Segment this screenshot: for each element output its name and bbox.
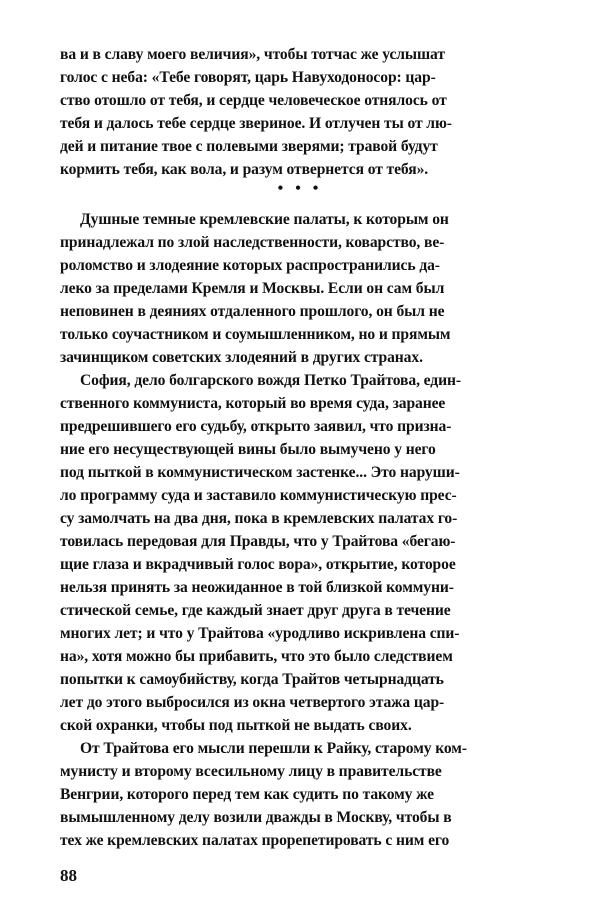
text-line: ло программу суда и заставило коммунистическую прес- bbox=[60, 487, 457, 504]
text-line: попытки к самоубийству, когда Трайтов четырнадцать bbox=[60, 671, 444, 688]
text-line: тех же кремлевских палатах прорепетировать с ним его bbox=[60, 832, 450, 849]
text-line: роломство и злодеяние которых распространились да- bbox=[60, 257, 440, 274]
text-line: под пыткой в коммунистическом застенке... Это наруши- bbox=[60, 464, 460, 481]
text-line: кормить тебя, как вола, и разум отвернется от тебя». bbox=[60, 161, 429, 178]
text-line: ской охранки, чтобы под пыткой не выдать своих. bbox=[60, 717, 412, 734]
page-number: 88 bbox=[60, 866, 77, 885]
text-line: лет до этого выбросился из окна четвертого этажа цар- bbox=[60, 694, 445, 711]
section-separator: • • • bbox=[277, 180, 323, 197]
text-line: стической семье, где каждый знает друг друга в течение bbox=[60, 602, 451, 619]
text-line: зачинщиком советских злодеяний в других странах. bbox=[60, 349, 423, 366]
text-line: су замолчать на два дня, пока в кремлевских палатах го- bbox=[60, 510, 458, 527]
text-line: только соучастником и соумышленником, но и прямым bbox=[60, 326, 451, 343]
text-line: мунисту и второму всесильному лицу в правительстве bbox=[60, 763, 442, 780]
text-line: тебя и далось тебе сердце звериное. И отлучен ты от лю- bbox=[60, 115, 452, 132]
text-line: нельзя принять за неожиданное в той близкой коммуни- bbox=[60, 579, 454, 596]
text-line: Венгрии, которого перед тем как судить по такому же bbox=[60, 786, 434, 803]
text-line: От Трайтова его мысли перешли к Райку, старому ком- bbox=[80, 740, 467, 757]
text-line: вымышленному делу возили дважды в Москву, чтобы в bbox=[60, 809, 452, 826]
text-line: Душные темные кремлевские палаты, к которым он bbox=[80, 211, 449, 228]
text-line: принадлежал по злой наследственности, коварство, ве- bbox=[60, 234, 445, 251]
text-line: София, дело болгарского вождя Петко Трайтова, един- bbox=[80, 372, 461, 389]
text-line: ство отошло от тебя, и сердце человеческое отнялось от bbox=[60, 92, 447, 109]
text-line: ственного коммуниста, который во время суда, заранее bbox=[60, 395, 446, 412]
text-line: многих лет; и что у Трайтова «уродливо искривлена спи- bbox=[60, 625, 460, 642]
text-line: щие глаза и вкрадчивый голос вора», открытие, которое bbox=[60, 556, 456, 573]
text-line: голос с неба: «Тебе говорят, царь Навуходоносор: цар- bbox=[60, 69, 436, 86]
text-line: неповинен в деяниях отдаленного прошлого, он был не bbox=[60, 303, 445, 320]
text-line: ние его несуществующей вины было вымучено у него bbox=[60, 441, 436, 458]
text-line: товилась передовая для Правды, что у Трайтова «бегаю- bbox=[60, 533, 456, 550]
text-line: дей и питание твое с полевыми зверями; травой будут bbox=[60, 138, 438, 155]
text-line: ва и в славу моего величия», чтобы тотчас же услышат bbox=[60, 46, 445, 63]
text-line: на», хотя можно бы прибавить, что это было следствием bbox=[60, 648, 453, 665]
text-line: леко за пределами Кремля и Москвы. Если он сам был bbox=[60, 280, 445, 297]
text-line: предрешившего его судьбу, открыто заявил, что призна- bbox=[60, 418, 452, 435]
